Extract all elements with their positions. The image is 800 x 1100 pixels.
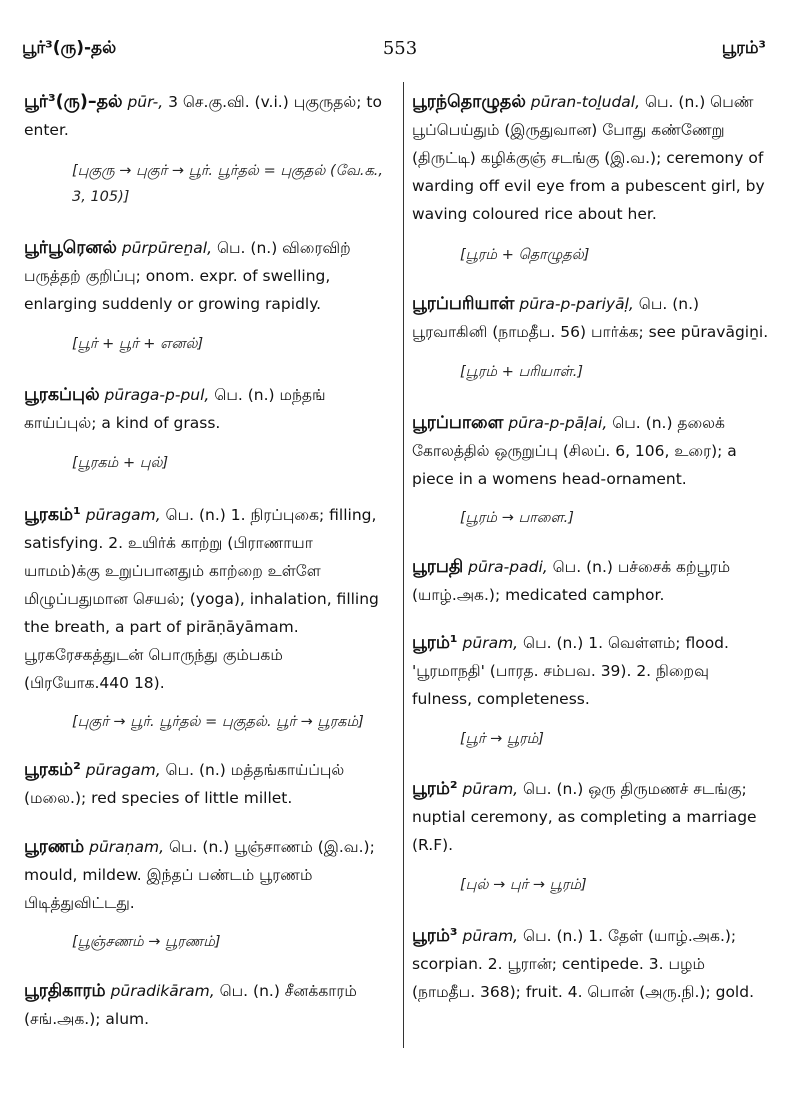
- definition: பெ. (n.) பூரவாகினி (நாமதீப. 56) பார்க்க; see pūravāgiṉi.: [412, 295, 769, 341]
- transliteration: pūr-,: [127, 93, 164, 111]
- headword: பூரபதி: [412, 557, 464, 577]
- dictionary-entry: [412, 553, 772, 609]
- headword: பூரணம்: [24, 837, 85, 857]
- headword: பூரம்¹: [412, 633, 458, 653]
- dictionary-entry: [24, 88, 388, 144]
- definition: பெ. (n.) மத்தங்காய்ப்புல் (மலை.); red species of little millet.: [24, 761, 345, 807]
- headword: பூரம்²: [412, 779, 458, 799]
- headword: பூரப்பரியாள்: [412, 294, 515, 314]
- dictionary-entry: [412, 775, 772, 859]
- header-first-word: பூர்³(ரு)-தல்: [22, 38, 117, 58]
- right-column: [412, 88, 772, 1006]
- headword: பூரம்³: [412, 926, 458, 946]
- transliteration: pūram,: [462, 780, 519, 798]
- headword: பூரந்தொழுதல்: [412, 92, 526, 112]
- dictionary-entry: [24, 381, 388, 437]
- dictionary-entry: [412, 88, 772, 228]
- definition: பெ. (n.) விரைவிற் பருத்தற் குறிப்பு; onom. expr. of swelling, enlarging suddenly or growing rapidly.: [24, 239, 351, 313]
- transliteration: pūraṇam,: [89, 838, 165, 856]
- etymology: [பூரம் + தொழுதல்]: [460, 247, 590, 263]
- transliteration: pūragam,: [85, 506, 161, 524]
- dictionary-entry: [412, 629, 772, 713]
- etymology: [பூர் → பூரம்]: [460, 731, 544, 747]
- left-column: [24, 88, 388, 1033]
- headword: பூரகப்புல்: [24, 385, 100, 405]
- definition: 3 செ.கு.வி. (v.i.) புகுருதல்; to enter.: [24, 93, 382, 139]
- transliteration: pūrpūreṉal,: [121, 239, 213, 257]
- dictionary-entry: [24, 833, 388, 917]
- page-number: 553: [382, 38, 418, 59]
- transliteration: pūran-toḻudal,: [530, 93, 641, 111]
- transliteration: pūra-p-pāḷai,: [508, 414, 608, 432]
- transliteration: pūra-p-pariyāḷ,: [519, 295, 634, 313]
- etymology: [புல் → புர் → பூரம்]: [460, 877, 587, 893]
- definition: பெ. (n.) பூஞ்சாணம் (இ.வ.); mould, mildew. இந்தப் பண்டம் பூரணம் பிடித்துவிட்டது.: [24, 838, 375, 912]
- headword: பூர்³(ரு)–தல்: [24, 92, 123, 112]
- transliteration: pūradikāram,: [110, 982, 215, 1000]
- dictionary-entry: [24, 501, 388, 697]
- headword: பூரதிகாரம்: [24, 981, 106, 1001]
- transliteration: pūraga-p-pul,: [104, 386, 210, 404]
- headword: பூரகம்²: [24, 760, 81, 780]
- dictionary-entry: [24, 977, 388, 1033]
- definition: பெ. (n.) மந்தங் காய்ப்புல்; a kind of grass.: [24, 386, 326, 432]
- definition: பெ. (n.) பெண் பூப்பெய்தும் (இருதுவான) போது கண்ணேறு (திருட்டி) கழிக்குஞ் சடங்கு (இ.வ.); ceremony of warding off evil eye from a pubescent girl, by waving coloured rice about her.: [412, 93, 765, 223]
- transliteration: pūragam,: [85, 761, 161, 779]
- dictionary-entry: [412, 409, 772, 493]
- definition: பெ. (n.) தலைக் கோலத்தில் ஒருறுப்பு (சிலப். 6, 106, உரை); a piece in a womens head-ornament.: [412, 414, 737, 488]
- etymology: [பூரம் → பாளை.]: [460, 510, 574, 526]
- etymology: [பூரம் + பரியாள்.]: [460, 364, 584, 380]
- page-header: [0, 0, 800, 70]
- dictionary-entry: [24, 756, 388, 812]
- definition: பெ. (n.) 1. வெள்ளம்; flood. 'பூரமாநதி' (பாரத. சம்பவ. 39). 2. நிறைவு fulness, completeness.: [412, 634, 729, 708]
- transliteration: pūram,: [462, 634, 519, 652]
- headword: பூரகம்¹: [24, 505, 81, 525]
- definition: பெ. (n.) சீனக்காரம் (சங்.அக.); alum.: [24, 982, 357, 1028]
- header-last-word: பூரம்³: [721, 38, 766, 58]
- dictionary-entry: [24, 234, 388, 318]
- definition: பெ. (n.) 1. தேள் (யாழ்.அக.); scorpian. 2. பூரான்; centipede. 3. பழம் (நாமதீப. 368); fruit. 4. பொன் (அரு.நி.); gold.: [412, 927, 755, 1001]
- etymology: [பூஞ்சணம் → பூரணம்]: [72, 934, 221, 950]
- definition: பெ. (n.) ஒரு திருமணச் சடங்கு; nuptial ceremony, as completing a marriage (R.F).: [412, 780, 757, 854]
- headword: பூர்பூரெனல்: [24, 238, 117, 258]
- definition: பெ. (n.) 1. நிரப்புகை; filling, satisfying. 2. உயிர்க் காற்று (பிராணாயா யாமம்)க்கு உறுப்பானதும் காற்றை உள்ளே மிழுப்பதுமான செயல்; (yoga), inhalation, filling the breath, a part of pirāṇāyāmam. பூரகரேசகத்துடன் பொருந்து கும்பகம் (பிரயோக.440 18).: [24, 506, 379, 692]
- etymology: [பூர் + பூர் + எனல்]: [72, 336, 204, 352]
- column-divider: [403, 82, 404, 1048]
- dictionary-entry: [412, 290, 772, 346]
- etymology: [பூரகம் + புல்]: [72, 455, 169, 471]
- dictionary-entry: [412, 922, 772, 1006]
- transliteration: pūra-padi,: [468, 558, 548, 576]
- headword: பூரப்பாளை: [412, 413, 504, 433]
- transliteration: pūram,: [462, 927, 519, 945]
- etymology: [புகுரு → புகுர் → பூர். பூர்தல் = புகுதல் (வே.க., 3, 105)]: [72, 163, 383, 205]
- definition: பெ. (n.) பச்சைக் கற்பூரம் (யாழ்.அக.); medicated camphor.: [412, 558, 731, 604]
- etymology: [புகுர் → பூர். பூர்தல் = புகுதல். பூர் → பூரகம்]: [72, 714, 364, 730]
